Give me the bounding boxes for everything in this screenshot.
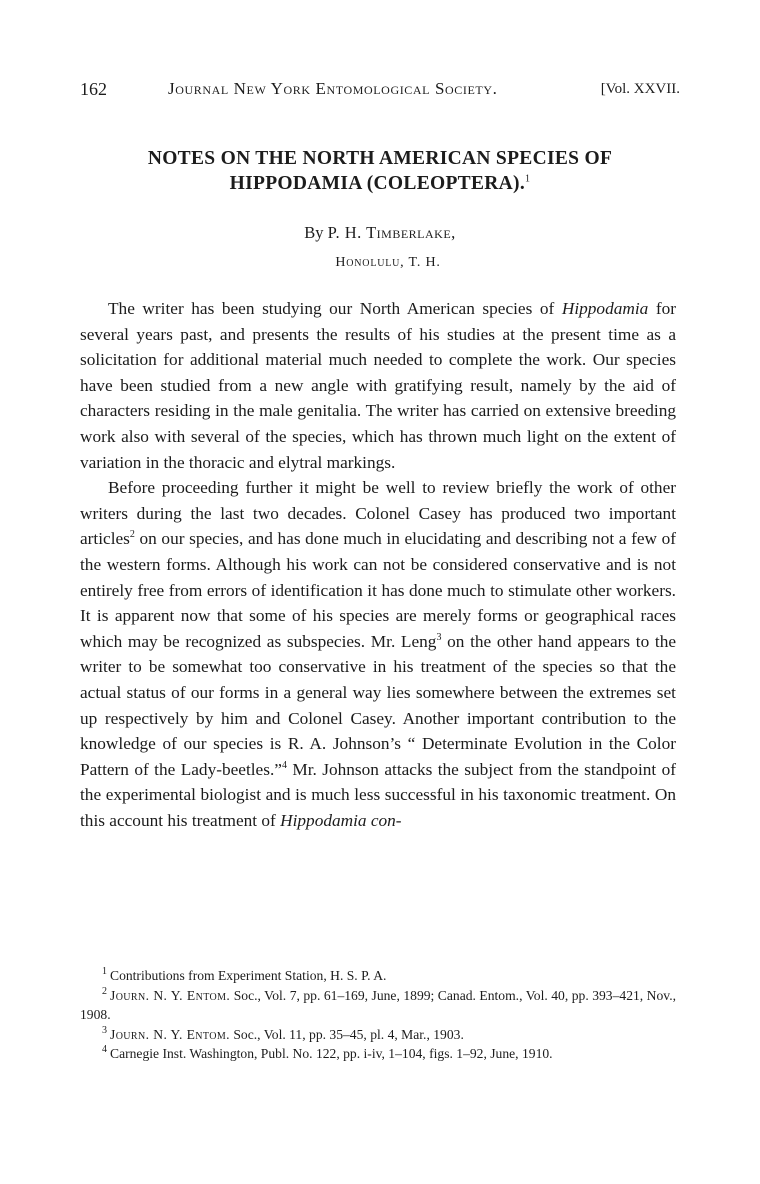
footnote-3	[80, 1025, 676, 1045]
footnote-text: Carnegie Inst. Washington, Publ. No. 122, pp. i-iv, 1–104, figs. 1–92, June, 1910.	[110, 1046, 553, 1061]
paragraph-2	[80, 475, 676, 833]
article-body	[80, 296, 676, 833]
byline-prefix: By	[304, 223, 324, 242]
author-location	[0, 253, 760, 273]
footnote-ref-3: 3	[436, 631, 442, 643]
p2-text-d: Mr. Johnson attacks the subject from the standpoint of the experimental biologist and is much less successful in his taxonomic treatment. On this account his treatment of	[80, 759, 676, 830]
p2-text-c: on the other hand appears to the writer to be somewhat too conservative in his treatment of the species so that the actual status of our forms in a general way lies somewhere between the extremes set up respectively by him and Colonel Casey. Another important contribution to the knowledge of our species is R. A. Johnson’s “ Determinate Evolution in the Color Pattern of the Lady-beetles.”	[80, 631, 676, 779]
footnotes	[80, 966, 676, 1064]
page-number: 162	[80, 79, 107, 99]
footnote-number: 3	[102, 1024, 107, 1036]
title-line-2-text: HIPPODAMIA (COLEOPTERA).	[229, 173, 526, 194]
footnote-journal: Journ. N. Y. Entom.	[110, 987, 231, 1003]
p2-text-b: on our species, and has done much in elucidating and describing not a few of the western forms. Although his work can not be considered conservative and is not entirely free from errors of identification it has done much to stimulate other workers. It is apparent now that some of his species are merely forms or geographical races which may be recognized as subspecies. Mr. Leng	[80, 529, 676, 651]
footnote-number: 4	[102, 1044, 107, 1056]
footnote-4	[80, 1044, 676, 1064]
genus-name-hyphenated: Hippodamia con-	[280, 810, 402, 830]
footnote-ref-4: 4	[281, 759, 287, 771]
byline	[0, 222, 760, 244]
journal-title: Journal New York Entomological Society.	[168, 79, 498, 98]
footnote-number: 2	[102, 985, 107, 997]
p1-text-a: The writer has been studying our North American species of	[108, 299, 562, 318]
title-footnote-ref: 1	[525, 173, 531, 185]
article-title	[60, 146, 700, 196]
title-line-2	[60, 171, 700, 196]
paragraph-1	[80, 296, 676, 475]
footnote-2	[80, 986, 676, 1025]
footnote-text: Contributions from Experiment Station, H. S. P. A.	[110, 968, 387, 983]
title-line-1: NOTES ON THE NORTH AMERICAN SPECIES OF	[147, 148, 613, 169]
p2-text-a: Before proceeding further it might be well to review briefly the work of other writers during the last two decades. Colonel Casey has produced two important articles	[80, 478, 676, 549]
genus-name: Hippodamia	[561, 299, 649, 318]
footnote-ref-2: 2	[129, 529, 135, 541]
author-location-text: Honolulu, T. H.	[335, 255, 441, 270]
volume-label: [Vol. XXVII.	[600, 81, 680, 97]
footnote-number: 1	[102, 966, 107, 978]
footnote-text: Soc., Vol. 11, pp. 35–45, pl. 4, Mar., 1903.	[229, 1026, 464, 1042]
author-name: P. H. Timberlake,	[327, 223, 456, 242]
footnote-text: Soc., Vol. 7, pp. 61–169, June, 1899; Canad. Entom., Vol. 40, pp. 393–421, Nov., 1908.	[80, 987, 676, 1022]
footnote-1	[80, 966, 676, 986]
p1-text-b: for several years past, and presents the results of his studies at the present time as a solicitation for additional material much needed to complete the work. Our species have been studied from a new angle with gratifying result, namely by the aid of characters residing in the male genitalia. The writer has carried on extensive breeding work also with several of the species, which has thrown much light on the extent of variation in the thoracic and elytral markings.	[80, 299, 676, 472]
running-head	[80, 76, 680, 102]
footnote-journal: Journ. N. Y. Entom.	[110, 1026, 230, 1042]
